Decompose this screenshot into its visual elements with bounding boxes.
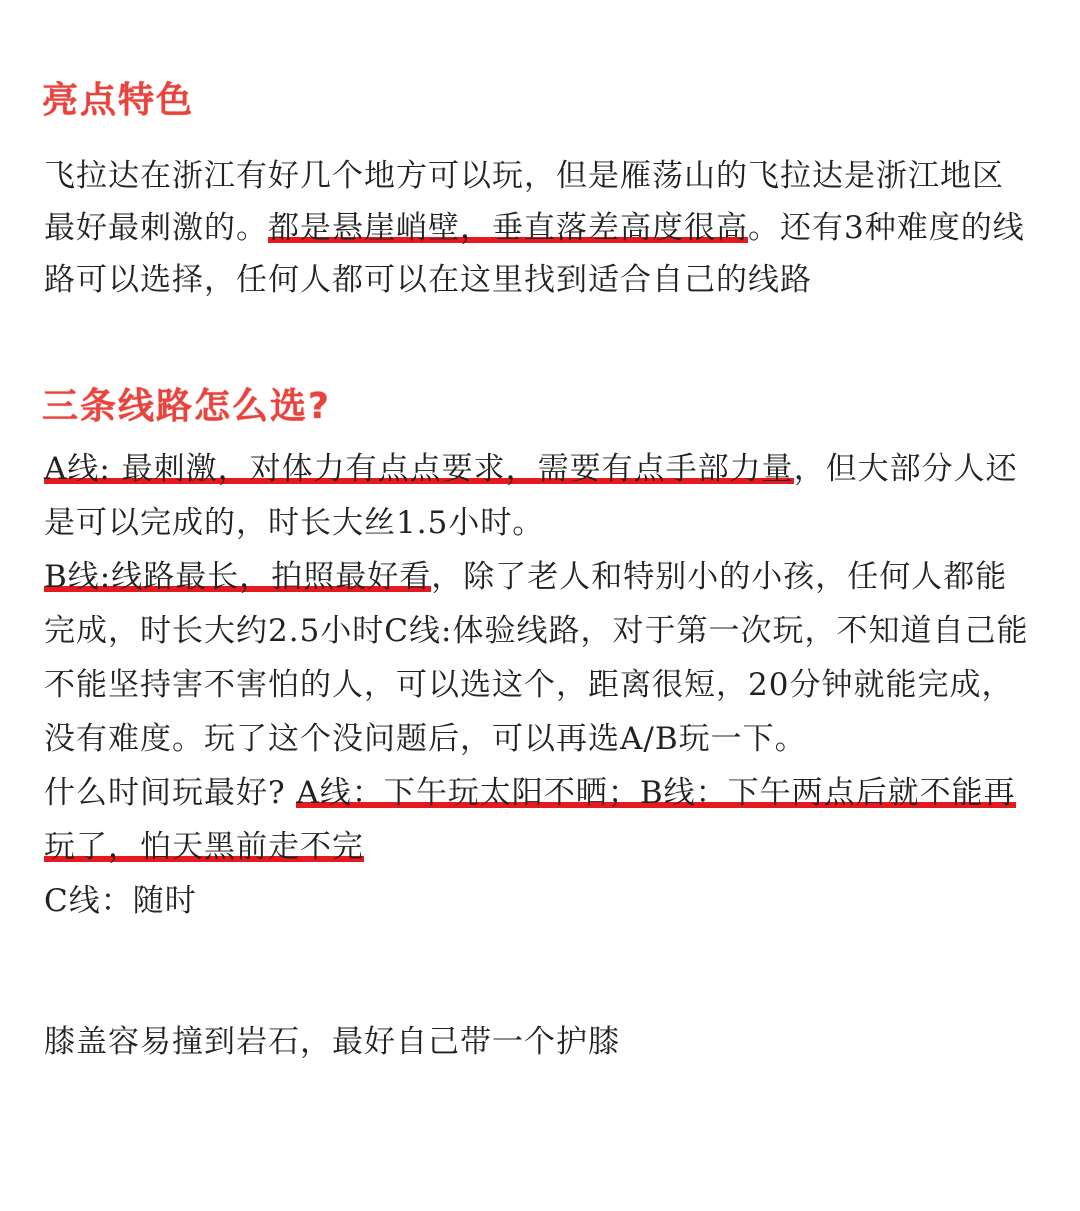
route-b-highlight: B线:线路最长，拍照最好看 [44, 559, 432, 595]
route-b-text: ，除了老人和特别小的小孩，任何人都能完成，时长大约2.5小时C线:体验线路，对于第一次玩，不知道自己能不能坚持害不害怕的人，可以选这个，距离很短，20分钟就能完成，没有难度。玩了这个没问题后，可以再选A/B玩一下。 [44, 559, 1029, 757]
route-b-block [44, 550, 1034, 766]
knee-pad-tip: 膝盖容易撞到岩石，最好自己带一个护膝 [44, 1024, 620, 1060]
section-heading-routes: 三条线路怎么选? [42, 386, 331, 427]
route-a-text: ，但大部分人还是可以完成的，时长大丝1.5小时。 [44, 451, 1018, 541]
section-heading-highlights: 亮点特色 [42, 80, 195, 121]
intro-text: 飞拉达在浙江有好几个地方可以玩，但是雁荡山的飞拉达是浙江地区最好最刺激的。 [44, 158, 1004, 246]
route-c-time: C线：随时 [44, 883, 197, 919]
intro-highlight: 都是悬崖峭壁，垂直落差高度很高 [268, 210, 748, 246]
intro-paragraph [44, 150, 1034, 306]
best-time-question: 什么时间玩最好? [44, 775, 297, 811]
best-time-block [44, 766, 1034, 874]
intro-text-continued: 。还有3种难度的线路可以选择，任何人都可以在这里找到适合自己的线路 [44, 210, 1025, 298]
best-time-highlight: A线：下午玩太阳不晒；B线：下午两点后就不能再玩了，怕天黑前走不完 [44, 775, 1016, 865]
route-a-block [44, 442, 1034, 550]
route-a-highlight: A线: 最刺激，对体力有点点要求，需要有点手部力量 [44, 451, 794, 487]
routes-paragraph [44, 442, 1034, 928]
